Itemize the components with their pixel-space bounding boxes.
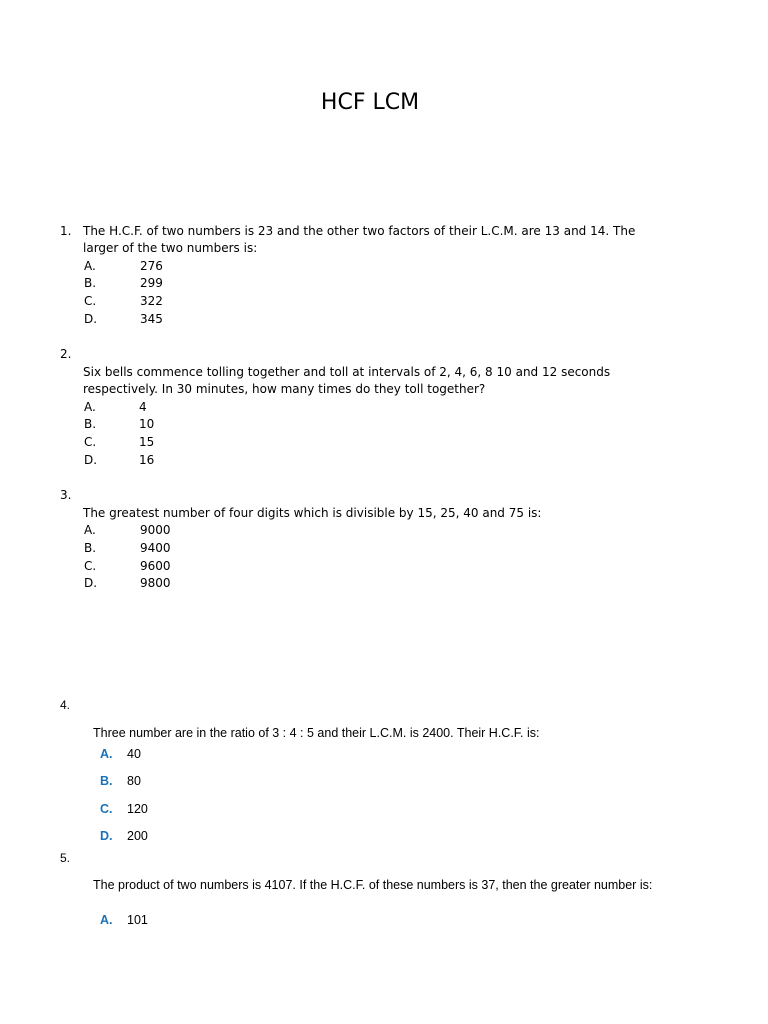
question-text: Six bells commence tolling together and toll at intervals of 2, 4, 6, 8 10 and 12 seconds respectively. In 30 minutes, how many times do they toll together? — [83, 365, 611, 396]
question-number: 4. — [60, 698, 71, 712]
option-value: 40 — [127, 747, 141, 761]
option-letter: D. — [84, 453, 98, 467]
option-value: 101 — [127, 913, 148, 927]
option-value: 276 — [140, 259, 163, 273]
question-text: The product of two numbers is 4107. If the H.C.F. of these numbers is 37, then the greater number is: — [93, 878, 653, 892]
option-letter: A. — [100, 747, 113, 761]
option-value: 10 — [139, 417, 155, 431]
option-value: 9800 — [140, 576, 171, 590]
option-letter: D. — [84, 312, 98, 326]
option-value: 9400 — [140, 541, 171, 555]
option-letter: B. — [100, 774, 113, 788]
question-text: Three number are in the ratio of 3 : 4 : 5 and their L.C.M. is 2400. Their H.C.F. is: — [93, 726, 540, 740]
option-letter: C. — [84, 559, 97, 573]
question-text: The greatest number of four digits which is divisible by 15, 25, 40 and 75 is: — [83, 506, 542, 520]
option-letter: A. — [84, 400, 96, 414]
option-letter: C. — [84, 294, 97, 308]
option-letter: C. — [84, 435, 97, 449]
option-value: 322 — [140, 294, 163, 308]
option-value: 120 — [127, 802, 148, 816]
page-title: HCF LCM — [320, 90, 420, 115]
option-letter: A. — [100, 913, 113, 927]
option-letter: D. — [100, 829, 113, 843]
option-value: 345 — [140, 312, 163, 326]
option-value: 16 — [139, 453, 155, 467]
option-letter: D. — [84, 576, 98, 590]
question-number: 5. — [60, 851, 71, 865]
question-number: 2. — [60, 347, 72, 361]
option-value: 15 — [139, 435, 155, 449]
option-letter: A. — [84, 523, 96, 537]
option-value: 299 — [140, 276, 163, 290]
option-letter: B. — [84, 276, 97, 290]
option-letter: B. — [84, 417, 97, 431]
option-value: 200 — [127, 829, 148, 843]
option-value: 80 — [127, 774, 141, 788]
question-number: 3. — [60, 488, 72, 502]
option-value: 4 — [139, 400, 147, 414]
question-number: 1. — [60, 224, 72, 238]
option-letter: A. — [84, 259, 96, 273]
option-value: 9000 — [140, 523, 171, 537]
option-letter: B. — [84, 541, 97, 555]
question-text: The H.C.F. of two numbers is 23 and the other two factors of their L.C.M. are 13 and 14. The larger of the two numbers is: — [83, 224, 636, 255]
option-letter: C. — [100, 802, 113, 816]
option-value: 9600 — [140, 559, 171, 573]
